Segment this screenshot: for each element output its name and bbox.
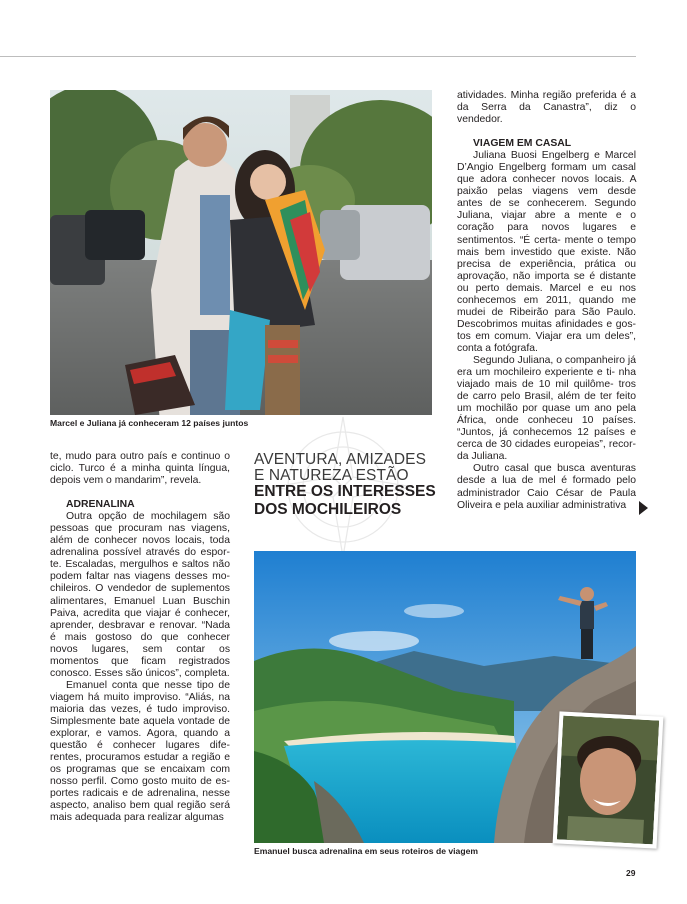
paragraph: Segundo Juliana, o companheiro já era um mochileiro experiente e ti- nha viajado mais de 10 mil quilôme- tros de carro pelo Brasil, além de ter feito um mochilão por quase um ano pela África, onde conheceu 10 países. “Juntos, já conhecemos 12 países e cerca de 30 cidades europeias”, recor- da Juliana. <box>457 354 637 463</box>
paragraph: atividades. Minha região preferida é a da Serra da Canastra”, diz o vendedor. <box>457 90 636 126</box>
left-column <box>50 451 230 824</box>
paragraph: Juliana Buosi Engelberg e Marcel D’Angio Engelberg formam um casal que adora conhecer novos locais. A paixão pelas viagens vem desde antes de se conhecerem. Segundo Juliana, viajar abre a mente e o coração para novos lugares e sentimentos. “É certa- mente o tempo mais bem investido que existe. Não precisa de experiência, prática ou aprovação, não importa se é distante ou perto demais. Marcel e eu nos conhecemos em 2011, quando me mudei de Ribeirão para São Paulo. Descobrimos muitas afinidades e gos- tos em comum. Viajar era um deles”, conta a fotógrafa. <box>457 150 637 354</box>
pull-quote-line: DOS MOCHILEIROS <box>254 500 402 518</box>
paragraph: te, mudo para outro país e continuo o ciclo. Turco é a minha quinta língua, depois vem o mandarim”, revela. <box>50 451 230 487</box>
couple-photo <box>50 90 432 415</box>
paragraph: Emanuel conta que nesse tipo de viagem há muito improviso. “Aliás, na maioria das vezes, é tudo improviso. Simplesmente bate aquela vontade de explorar, e vamos. Agora, quando a questão é conhecer lugares dife- rentes, procuramos estudar a região e os programas que se encaixam com nosso perfil. Como gosto muito de es- portes radicais e de adrenalina, nesse aspecto, analiso bem qual região será mais adequada para realizar algumas <box>50 679 231 824</box>
paragraph: Outra opção de mochilagem são pessoas que procuram nas viagens, além de conhecer novos locais, toda adrenalina possível através do espor- te. Escaladas, mergulhos e saltos não podem faltar nas viagens desses mo- chileiros. O vendedor de suplementos alimentares, Emanuel Luan Buschin Paiva, acredita que viajar é conhecer, aprender, desbravar e renovar. “Nada é mais gostoso do que conhecer novos lugares, sem contar os momentos que ficam registrados conosco. Esses são únicos”, completa. <box>50 511 231 679</box>
section-heading-viagem-em-casal: VIAGEM EM CASAL <box>473 138 572 150</box>
continue-arrow-icon <box>639 501 648 515</box>
right-column <box>457 90 636 512</box>
top-photo-caption: Marcel e Juliana já conheceram 12 países juntos <box>50 418 249 428</box>
inset-portrait <box>553 711 664 848</box>
header-rule <box>0 56 636 57</box>
pull-quote-line: E NATUREZA ESTÃO <box>254 466 409 484</box>
paragraph: Outro casal que busca aventuras desde a lua de mel é formado pelo administrador Caio César de Paula Oliveira e pela auxiliar administrativa <box>457 463 636 511</box>
bottom-photo-caption: Emanuel busca adrenalina em seus roteiros de viagem <box>254 846 479 856</box>
section-heading-adrenalina: ADRENALINA <box>66 499 135 511</box>
pull-quote-line: ENTRE OS INTERESSES <box>254 483 436 500</box>
pull-quote-line: AVENTURA, AMIZADES <box>254 451 427 468</box>
pull-quote <box>254 452 442 518</box>
page-number: 29 <box>626 868 636 878</box>
